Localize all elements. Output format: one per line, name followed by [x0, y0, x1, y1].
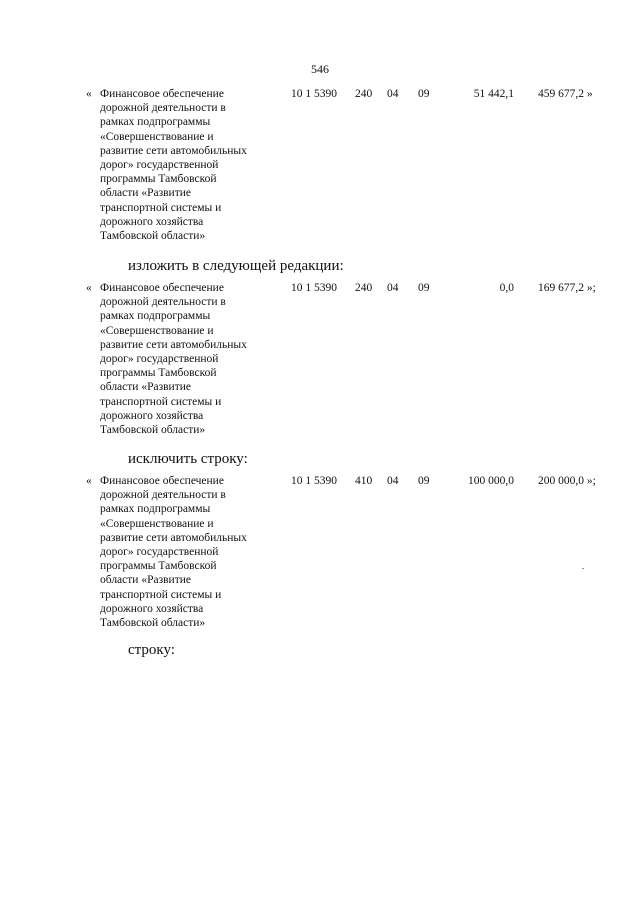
description-line: «Совершенствование и — [100, 324, 214, 337]
description-line: транспортной системы и — [100, 201, 222, 214]
description-line: дорог» государственной — [100, 353, 219, 366]
description-line: Финансовое обеспечение — [100, 282, 224, 294]
description-line: транспортной системы и — [100, 395, 222, 408]
description-line: дорог» государственной — [100, 546, 219, 559]
description-line: дорожной деятельности в — [100, 102, 226, 115]
description-line: транспортной системы и — [100, 588, 222, 601]
description-line: дорожного хозяйства — [100, 602, 204, 615]
section-code: 04 — [387, 282, 399, 294]
subsection-code: 09 — [418, 282, 430, 294]
amount-first-year: 51 442,1 — [473, 88, 514, 100]
expense-type-code: 240 — [355, 88, 373, 100]
opening-quote: « — [86, 88, 92, 100]
section-code: 04 — [387, 475, 399, 487]
expense-type-code: 240 — [355, 282, 373, 294]
target-article-code: 10 1 5390 — [291, 475, 337, 487]
amount-first-year: 0,0 — [499, 282, 514, 294]
section-code: 04 — [387, 88, 399, 100]
amount-second-year: 169 677,2 »; — [538, 282, 596, 294]
subsection-code: 09 — [418, 88, 430, 100]
instruction-text: исключить строку: — [128, 451, 248, 467]
description-line: развитие сети автомобильных — [100, 531, 247, 544]
description-line: дорожной деятельности в — [100, 296, 226, 309]
opening-quote: « — [86, 475, 92, 487]
description-line: дорожного хозяйства — [100, 409, 204, 422]
page-number: 546 — [311, 62, 329, 76]
description-line: Финансовое обеспечение — [100, 88, 224, 100]
description-line: области «Развитие — [100, 381, 191, 394]
expense-type-code: 410 — [355, 475, 373, 487]
description-line: дорожной деятельности в — [100, 489, 226, 502]
row-description — [100, 87, 280, 243]
subsection-code: 09 — [418, 475, 430, 487]
description-line: дорог» государственной — [100, 159, 219, 172]
row-description — [100, 281, 280, 437]
description-line: программы Тамбовской — [100, 173, 217, 186]
description-line: Тамбовской области» — [100, 617, 206, 630]
amount-first-year: 100 000,0 — [468, 475, 514, 487]
target-article-code: 10 1 5390 — [291, 88, 337, 100]
target-article-code: 10 1 5390 — [291, 282, 337, 294]
description-line: Тамбовской области» — [100, 230, 206, 243]
scan-speck — [582, 568, 584, 569]
row-description — [100, 474, 280, 630]
description-line: дорожного хозяйства — [100, 215, 204, 228]
amount-second-year: 200 000,0 »; — [538, 475, 596, 487]
description-line: программы Тамбовской — [100, 367, 217, 380]
description-line: рамках подпрограммы — [100, 310, 211, 323]
opening-quote: « — [86, 282, 92, 294]
description-line: Тамбовской области» — [100, 424, 206, 437]
description-line: области «Развитие — [100, 187, 191, 200]
description-line: программы Тамбовской — [100, 560, 217, 573]
instruction-text: строку: — [128, 642, 175, 658]
amount-second-year: 459 677,2 » — [538, 88, 593, 100]
description-line: рамках подпрограммы — [100, 116, 211, 129]
description-line: развитие сети автомобильных — [100, 144, 247, 157]
description-line: рамках подпрограммы — [100, 503, 211, 516]
description-line: «Совершенствование и — [100, 517, 214, 530]
description-line: области «Развитие — [100, 574, 191, 587]
description-line: «Совершенствование и — [100, 130, 214, 143]
instruction-text: изложить в следующей редакции: — [128, 258, 344, 274]
description-line: Финансовое обеспечение — [100, 475, 224, 487]
description-line: развитие сети автомобильных — [100, 338, 247, 351]
